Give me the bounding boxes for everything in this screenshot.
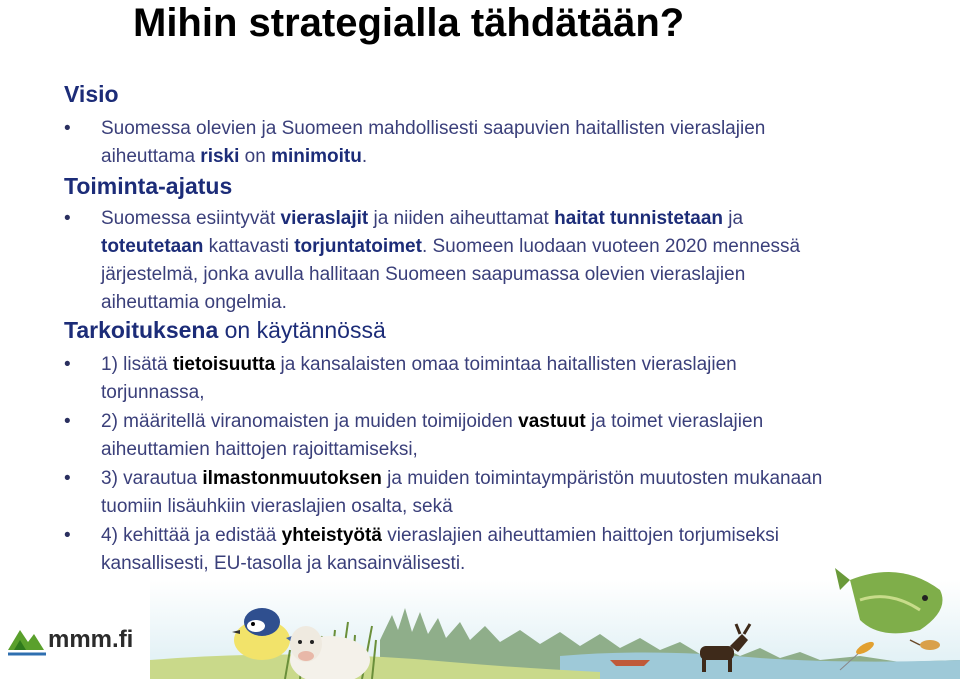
- page-title: Mihin strategialla tähdätään?: [133, 1, 685, 45]
- nature-illustration: [0, 560, 960, 679]
- list-item: 1) lisätä tietoisuutta ja kansalaisten omaa toimintaa haitallisten vieraslajien torjunnassa,: [101, 354, 737, 403]
- visio-text: Suomessa olevien ja Suomeen mahdollisesti saapuvien haitallisten vieraslajien aiheuttama riski on minimoitu.: [101, 118, 766, 167]
- heading-tarkoituksena: Tarkoituksena on käytännössä: [64, 317, 386, 343]
- list-item: 4) kehittää ja edistää yhteistyötä vieraslajien aiheuttamien haittojen torjumiseksi kansallisesti, EU-tasolla ja kansainvälisesti.: [101, 525, 780, 574]
- list-item: 2) määritellä viranomaisten ja muiden toimijoiden vastuut ja toimet vieraslajien aiheuttamien haittojen rajoittamiseksi,: [101, 411, 764, 460]
- toiminta-bullet: [64, 205, 844, 317]
- list-item: 3) varautua ilmastonmuutoksen ja muiden toimintaympäristön muutosten mukanaan tuomiin lisäuhkiin vieraslajien osalta, sekä: [101, 468, 823, 517]
- heading-visio: Visio: [64, 81, 119, 107]
- bullet-marker: •: [64, 354, 71, 375]
- tarkoitus-item-1: [64, 351, 844, 407]
- logo-text: mmm.fi: [48, 626, 134, 653]
- tarkoitus-item-2: [64, 408, 844, 464]
- bullet-marker: •: [64, 525, 71, 546]
- bullet-marker: •: [64, 468, 71, 489]
- tarkoitus-item-3: [64, 465, 844, 521]
- bullet-marker: •: [64, 208, 71, 229]
- bullet-marker: •: [64, 118, 71, 139]
- boat-icon: [610, 660, 650, 666]
- mmm-logo: [6, 620, 136, 662]
- visio-bullet: [64, 115, 844, 171]
- bullet-marker: •: [64, 411, 71, 432]
- heading-toiminta-ajatus: Toiminta-ajatus: [64, 173, 233, 199]
- toiminta-text: Suomessa esiintyvät vieraslajit ja niiden aiheuttamat haitat tunnistetaan ja toteutetaan kattavasti torjuntatoimet. Suomeen luodaan vuoteen 2020 mennessä järjestelmä, jonka avulla hallitaan Suomeen saapumassa olevien vieraslajien aiheuttamia ongelmia.: [101, 208, 801, 313]
